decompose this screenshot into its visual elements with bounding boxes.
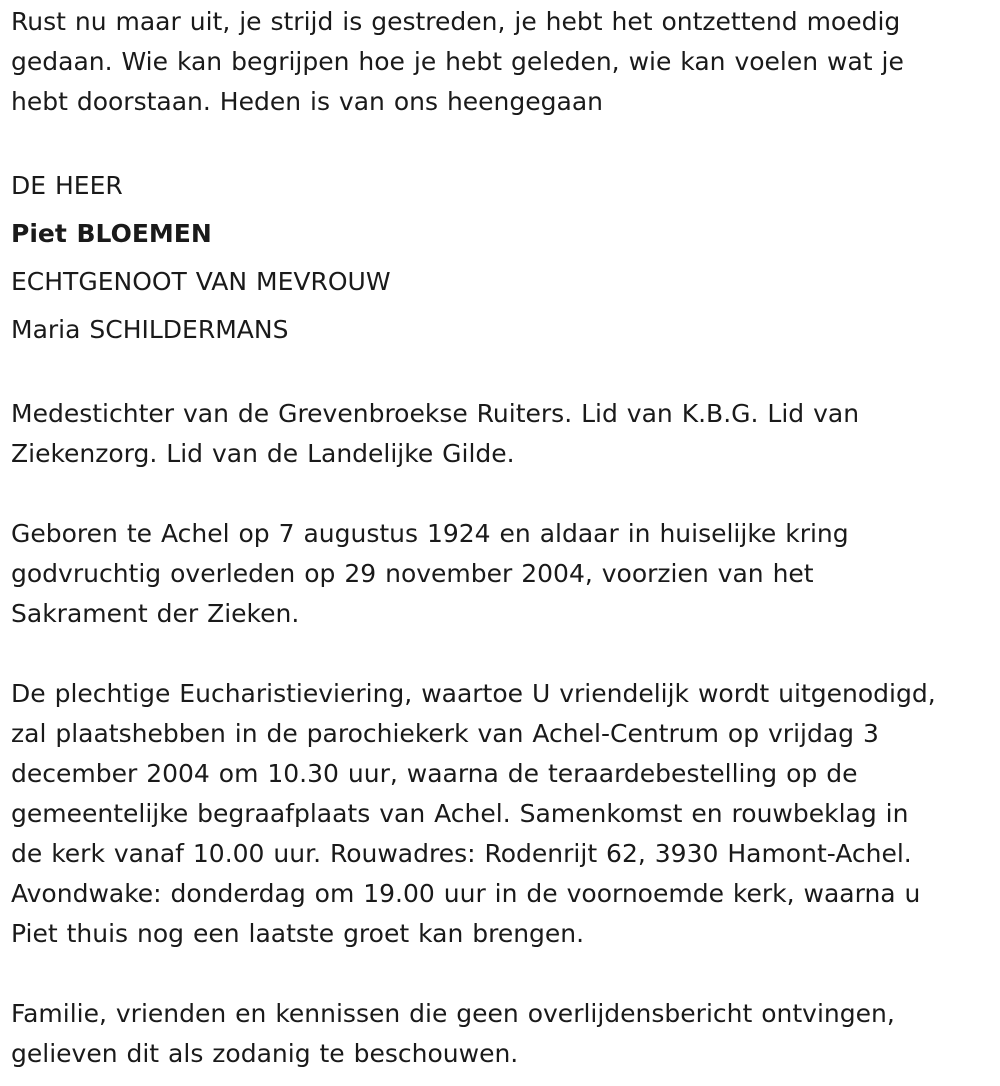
memberships-line: Medestichter van de Grevenbroekse Ruiters. Lid van K.B.G. Lid van	[11, 399, 860, 428]
ceremony-line: De plechtige Eucharistieviering, waartoe U vriendelijk wordt uitgenodigd,	[11, 679, 936, 708]
birth-death-line: Sakrament der Zieken.	[11, 599, 300, 628]
deceased-relation: ECHTGENOOT VAN MEVROUW	[11, 267, 391, 296]
ceremony-line: zal plaatshebben in de parochiekerk van Achel-Centrum op vrijdag 3	[11, 719, 879, 748]
memberships-paragraph	[11, 394, 996, 474]
ceremony-line: Piet thuis nog een laatste groet kan brengen.	[11, 919, 585, 948]
closing-line: gelieven dit als zodanig te beschouwen.	[11, 1039, 519, 1068]
memberships-line: Ziekenzorg. Lid van de Landelijke Gilde.	[11, 439, 515, 468]
obituary-document	[11, 2, 996, 1074]
deceased-name: Piet BLOEMEN	[11, 219, 212, 248]
closing-paragraph	[11, 994, 996, 1074]
birth-death-line: Geboren te Achel op 7 augustus 1924 en aldaar in huiselijke kring	[11, 519, 849, 548]
intro-line: gedaan. Wie kan begrijpen hoe je hebt geleden, wie kan voelen wat je	[11, 47, 904, 76]
ceremony-line: gemeentelijke begraafplaats van Achel. Samenkomst en rouwbeklag in	[11, 799, 909, 828]
birth-death-line: godvruchtig overleden op 29 november 2004, voorzien van het	[11, 559, 814, 588]
spouse-name: Maria SCHILDERMANS	[11, 315, 289, 344]
ceremony-line: december 2004 om 10.30 uur, waarna de teraardebestelling op de	[11, 759, 858, 788]
ceremony-line: de kerk vanaf 10.00 uur. Rouwadres: Rodenrijt 62, 3930 Hamont-Achel.	[11, 839, 912, 868]
ceremony-paragraph	[11, 674, 996, 954]
closing-line: Familie, vrienden en kennissen die geen overlijdensbericht ontvingen,	[11, 999, 895, 1028]
intro-paragraph	[11, 2, 996, 122]
intro-line: Rust nu maar uit, je strijd is gestreden, je hebt het ontzettend moedig	[11, 7, 901, 36]
deceased-block	[11, 162, 996, 354]
intro-line: hebt doorstaan. Heden is van ons heengegaan	[11, 87, 603, 116]
birth-death-paragraph	[11, 514, 996, 634]
ceremony-line: Avondwake: donderdag om 19.00 uur in de voornoemde kerk, waarna u	[11, 879, 921, 908]
deceased-title: DE HEER	[11, 171, 123, 200]
